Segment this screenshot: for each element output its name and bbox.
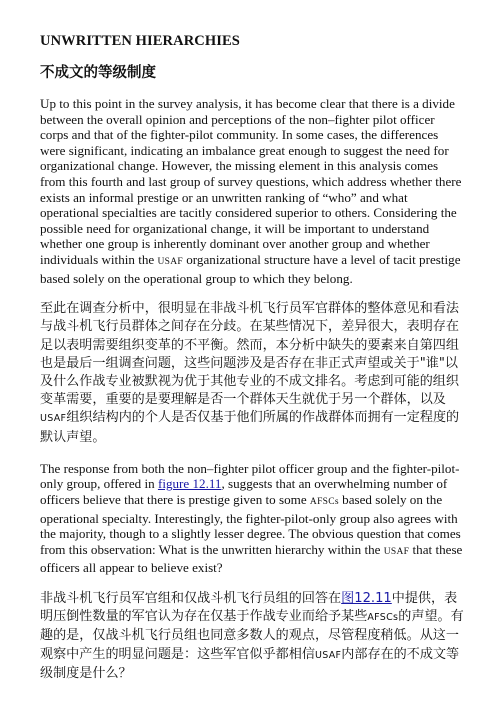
afscs-abbrev: AFSCs [367, 612, 399, 624]
figure-12-11-link[interactable]: figure 12.11 [157, 476, 222, 492]
usaf-abbrev: USAF [40, 413, 67, 425]
section-heading-en: UNWRITTEN HIERARCHIES [40, 33, 240, 49]
paragraph-text: that these officers all appear to believe exist? [40, 541, 463, 576]
usaf-abbrev: USAF [383, 546, 410, 557]
usaf-abbrev: USAF [314, 649, 342, 661]
paragraph-text: , suggests that an overwhelming number of officers believe that there is prestige given to some [40, 476, 448, 507]
paragraph-text: 中提供，表明压倒性数量的军官认为存在仅基于作战专业而给予某些 [40, 590, 458, 625]
afscs-abbrev: AFSCs [309, 496, 339, 507]
paragraph-text: 内部存在的不成文等级制度是什么？ [40, 646, 460, 681]
paragraph-2-zh [40, 590, 464, 683]
paragraph-text: The response from both the non–fighter pilot officer group and the fighter-pilot-only group, offered in [40, 460, 460, 492]
paragraph-text: 非战斗机飞行员军官组和仅战斗机飞行员组的回答在 [40, 590, 342, 606]
figure-12-11-link-zh[interactable]: 图12.11 [341, 590, 392, 606]
section-heading-zh: 不成文的等级制度 [40, 65, 156, 81]
paragraph-text: Up to this point in the survey analysis, it has become clear that there is a divide between the overall opinion and perceptions of the non–fighter pilot officer corps and that of the fighter-pilot community. In some cases, the differences were significant, indicating an imbalance great enough to suggest the need for organizational change. However, the missing element in this analysis comes from this fourth and last group of survey questions, which address whether there exists an informal prestige or an unwritten ranking of “who” and what operational specialties are tacitly considered superior to others. Considering the possible need for organizational change, it will be important to understand whether one group is inherently dominant over another group and whether individuals within the [40, 96, 462, 267]
document-page [40, 33, 464, 697]
paragraph-text: 至此在调查分析中，很明显在非战斗机飞行员军官群体的整体意见和看法与战斗机飞行员群体之间存在分歧。在某些情况下，差异很大，表明存在足以表明需要组织变革的不平衡。然而，本分析中缺失的要素来自第四组也是最后一组调查问题，这些问题涉及是否存在非正式声望或关于"谁"以及什么作战专业被默视为优于其他专业的不成文排名。考虑到可能的组织变革需要，重要的是要理解是否一个群体天生就优于另一个群体，以及 [40, 301, 459, 408]
usaf-abbrev: USAF [157, 256, 183, 267]
paragraph-text: based solely on the operational specialty. Interestingly, the fighter-pilot-only group also agrees with the majority, though to a slightly lesser degree. The obvious question that comes from this observation: What is the unwritten hierarchy within the [40, 491, 461, 557]
paragraph-1-zh [40, 300, 464, 447]
paragraph-text: 的声望。有趣的是，仅战斗机飞行员组也同意多数人的观点，尽管程度稍低。从这一观察中产生的明显问题是：这些军官似乎都相信 [40, 609, 464, 662]
paragraph-text: organizational structure have a level of tacit prestige based solely on the operational group to which they belong. [40, 251, 461, 286]
paragraph-1-en [40, 96, 464, 286]
paragraph-2-en [40, 461, 464, 576]
paragraph-text: 组织结构内的个人是否仅基于他们所属的作战群体而拥有一定程度的默认声望。 [40, 410, 460, 445]
